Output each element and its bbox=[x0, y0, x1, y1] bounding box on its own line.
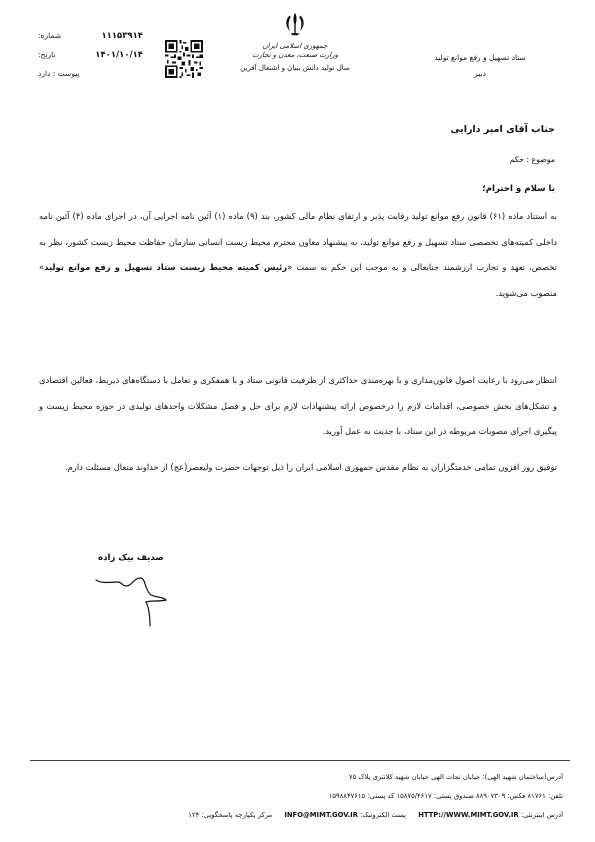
footer-web-row bbox=[33, 806, 563, 825]
date-value: ۱۴۰۱/۱۰/۱۴ bbox=[95, 49, 143, 60]
signer-name: صدیف بیک زاده bbox=[98, 553, 164, 563]
paragraph-appointment bbox=[39, 204, 557, 306]
meta-number-row bbox=[38, 26, 143, 45]
org-header bbox=[405, 50, 555, 82]
appointment-title: رئیس کمیته محیط زیست ستاد تسهیل و رفع موانع تولید bbox=[44, 262, 288, 272]
paragraph-appointment-text: به استناد ماده (۶۱) قانون رفع موانع تولید رقابت پذیر و ارتقای نظام مالی کشور، بند (۹) ماده (۱) آئین نامه اجرایی آن، در اجرای ماده (۴) آئین نامه داخلی کمیته‌های تخصصی ستاد تسهیل و رفع موانع تولید، به پیشنهاد معاون محترم محیط زیست انسانی سازمان حفاظت محیط زیست کشور، نظر به تخصص، تعهد و تجارب ارزشمند جنابعالی و به موجب این حکم به سمت « bbox=[39, 211, 557, 272]
email-label: پست الکترونیک: bbox=[360, 811, 407, 819]
ministry-header bbox=[210, 10, 380, 72]
ministry-name: وزارت صنعت، معدن و تجارت bbox=[251, 51, 339, 59]
recipient: جناب آقای امیر دارایی bbox=[450, 124, 555, 135]
date-label: تاریخ: bbox=[38, 50, 56, 59]
paragraph-appointment-end: » منصوب می‌شوید. bbox=[39, 262, 557, 298]
website-label: آدرس اینترنتی: bbox=[520, 811, 563, 819]
meta-date-row bbox=[38, 45, 143, 64]
greeting: با سلام و احترام؛ bbox=[482, 184, 555, 194]
callcenter: مرکز یکپارچه پاسخگویی: ۱۲۴ bbox=[188, 811, 273, 819]
letter-meta bbox=[38, 26, 143, 83]
meta-attachment-row bbox=[38, 64, 143, 83]
iran-emblem-icon bbox=[281, 10, 309, 38]
republic-name: جمهوری اسلامی ایران bbox=[262, 42, 328, 50]
org-name: ستاد تسهیل و رفع موانع تولید bbox=[434, 53, 526, 62]
paragraph-expectations: انتظار می‌رود با رعایت اصول قانون‌مداری و با بهره‌مندی حداکثری از ظرفیت قانونی ستاد و با همفکری و تعامل با دستگاه‌های ذیربط، فعالین اقتصادی و تشکل‌های بخش خصوصی، اقدامات لازم را درخصوص ارائه پیشنهادات لازم برای حل و فصل مشکلات واحدهای تولیدی در حوزه محیط زیست و پیگیری اجرای مصوبات مربوطه در این ستاد، با جدیت به عمل آورید. bbox=[39, 375, 557, 436]
website-link[interactable]: HTTP://WWW.MIMT.GOV.IR bbox=[418, 811, 519, 819]
footer bbox=[33, 768, 563, 825]
number-label: شماره: bbox=[38, 31, 61, 40]
email-link[interactable]: INFO@MIMT.GOV.IR bbox=[284, 811, 358, 819]
attachment-label: پیوست : دارد bbox=[38, 69, 80, 78]
year-slogan: سال تولید دانش بنیان و اشتغال آفرین bbox=[240, 64, 350, 72]
subject: موضوع : حکم bbox=[509, 155, 555, 164]
handwritten-signature bbox=[92, 570, 192, 630]
footer-divider bbox=[30, 760, 570, 761]
qr-code-icon bbox=[165, 40, 203, 78]
org-role: دبیر bbox=[474, 69, 486, 78]
footer-contact: تلفن: ۸۱۷۶۱ فکس: ۸۸۹۰۷۳۰۹ صندوق پستی: ۱۵۸۷۵/۴۶۱۷ کد پستی: ۱۵۹۸۸۴۷۶۱۵ bbox=[328, 792, 563, 800]
number-value: ۱۱۱۵۳۹۱۴ bbox=[101, 30, 143, 41]
paragraph-closing: توفیق روز افزون تمامی خدمتگزاران به نظام مقدس جمهوری اسلامی ایران را ذیل توجهات حضرت ولیعصر(عج) از خداوند متعال مسئلت دارم. bbox=[64, 462, 557, 472]
footer-address: آدرس(ساختمان شهید الهی): خیابان نجات الهی خیابان شهید کلانتری پلاک ۷۵ bbox=[348, 773, 563, 781]
